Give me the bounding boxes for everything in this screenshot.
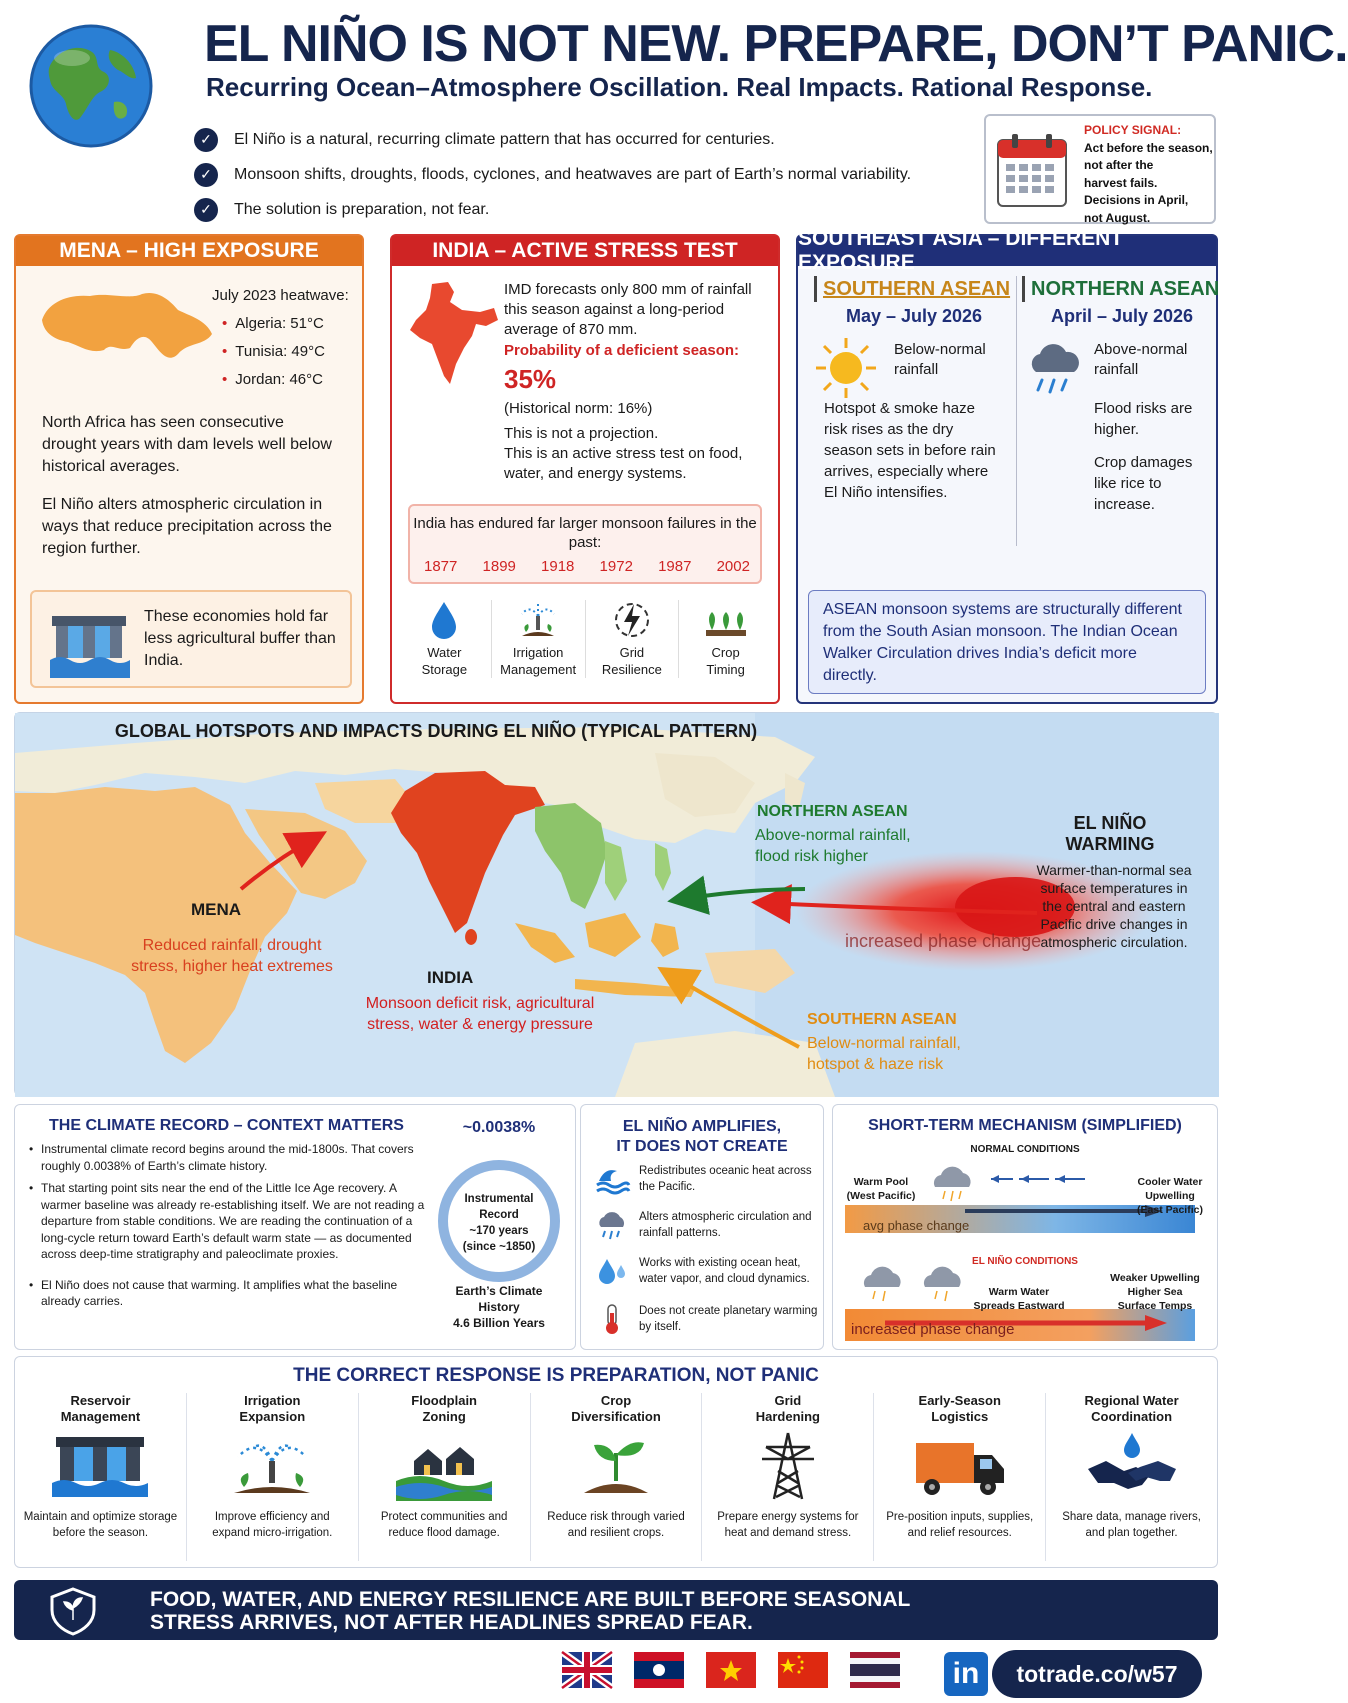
heatwave-item: • Tunisia: 49°C [222, 343, 325, 360]
heatwave-list [212, 282, 349, 394]
seedlings-icon [704, 600, 748, 640]
response-desc: Pre-position inputs, supplies, and relief resources. [886, 1511, 1034, 1539]
response-heading [531, 1393, 702, 1427]
climate-record-item: • El Niño does not cause that warming. It amplifies what the baseline already carries. [27, 1277, 437, 1310]
deficient-probability-label: Probability of a deficient season: [504, 342, 740, 359]
mech-line: Cooler Water [1137, 1176, 1203, 1188]
map-text-south-asean: Below-normal rainfall, hotspot & haze risk [807, 1035, 961, 1073]
response-desc: Prepare energy systems for heat and demand stress. [717, 1511, 859, 1539]
heading-line: Hardening [755, 1409, 821, 1424]
heading-line: Coordination [1091, 1409, 1173, 1424]
heatwave-item: • Algeria: 51°C [222, 315, 324, 332]
normal-conditions-label: NORMAL CONDITIONS [970, 1144, 1080, 1155]
amplifies-text: Works with existing ocean heat, water vapor, and cloud dynamics. [639, 1257, 810, 1285]
failure-year: 1987 [658, 558, 692, 575]
linkedin-icon[interactable]: in [944, 1652, 988, 1696]
mena-header: MENA – HIGH EXPOSURE [16, 236, 362, 266]
response-desc: Share data, manage rivers, and plan together. [1062, 1511, 1201, 1539]
amplifies-item [595, 1163, 821, 1195]
map-phase-label: increased phase change [845, 931, 1042, 951]
monsoon-failures-title: India has endured far larger monsoon failures in the past: [413, 515, 757, 551]
failure-year: 1972 [599, 558, 633, 575]
map-label-south-asean: SOUTHERN ASEAN [807, 1011, 957, 1028]
page-subtitle: Recurring Ocean–Atmosphere Oscillation. Real Impacts. Rational Response. [206, 72, 1153, 102]
heading-line: Logistics [931, 1409, 989, 1424]
amplifies-title-line: EL NIÑO AMPLIFIES, [622, 1118, 782, 1135]
mena-panel [14, 234, 364, 704]
amplifies-text: Does not create planetary warming by itself. [639, 1305, 818, 1333]
response-desc: Reduce risk through varied and resilient crops. [547, 1511, 685, 1539]
response-heading [359, 1393, 530, 1427]
action-label: Management [500, 662, 577, 677]
amplifies-title-line: IT DOES NOT CREATE [616, 1138, 788, 1155]
heading-line: Regional Water [1084, 1393, 1179, 1408]
action-label: Resilience [601, 662, 662, 677]
map-label-mena: MENA [191, 900, 242, 919]
power-tower-icon [740, 1431, 836, 1501]
action-label: Crop [711, 645, 740, 660]
policy-line: Decisions in April, [1084, 193, 1189, 207]
response-desc: Maintain and optimize storage before the season. [23, 1511, 178, 1539]
donut-line: (since ~1850) [462, 1241, 536, 1253]
mech-line: Higher Sea [1127, 1286, 1183, 1298]
amplifies-item [595, 1209, 821, 1241]
active-stress-text: This is an active stress test on food, water, and energy systems. [504, 445, 743, 482]
northern-asean-title: NORTHERN ASEAN [1022, 276, 1222, 302]
cloud-rain-icon [595, 1209, 629, 1241]
handshake-icon [1084, 1431, 1180, 1501]
heading-line: Zoning [422, 1409, 466, 1424]
mech-line: (West Pacific) [846, 1190, 916, 1202]
northern-crop-text: Crop damages like rice to increase. [1094, 454, 1193, 513]
sea-header: SOUTHEAST ASIA – DIFFERENT EXPOSURE [798, 236, 1216, 266]
china-flag-icon[interactable] [778, 1652, 828, 1688]
key-point-text: The solution is preparation, not fear. [234, 200, 490, 218]
weaker-upwelling-label [1095, 1271, 1215, 1313]
india-actions [398, 600, 772, 678]
stress-test-text [504, 424, 764, 484]
southern-rainfall-label [894, 340, 986, 380]
policy-line: not August. [1084, 210, 1151, 225]
shield-icon [46, 1586, 100, 1636]
avg-phase-label: avg phase change [863, 1218, 970, 1233]
dam-icon [50, 608, 128, 678]
action-label: Grid [619, 645, 645, 660]
response-desc: Improve efficiency and expand micro-irrigation. [212, 1511, 333, 1539]
not-projection-text: This is not a projection. [504, 425, 659, 442]
key-point [194, 157, 911, 192]
heatwave-item: • Jordan: 46°C [222, 371, 323, 388]
floodplain-houses-icon [396, 1431, 492, 1501]
thailand-flag-icon[interactable] [850, 1652, 900, 1688]
history-line: History [478, 1300, 520, 1314]
mech-line: Warm Pool [853, 1176, 909, 1188]
heatwave-value: Jordan: 46°C [235, 371, 323, 388]
imd-forecast-text: IMD forecasts only 800 mm of rainfall this season against a long-period average of 870 mm. [504, 281, 752, 338]
mena-buffer-text: These economies hold far less agricultural buffer than India. [144, 608, 336, 669]
action-water-storage [398, 600, 491, 678]
amplifies-text: Redistributes oceanic heat across the Pacific. [639, 1165, 812, 1193]
amplifies-item [595, 1303, 821, 1335]
elnino-conditions-label: EL NIÑO CONDITIONS [972, 1256, 1078, 1267]
response-water-coordination [1045, 1393, 1217, 1561]
sea-panel [796, 227, 1220, 704]
response-heading [874, 1393, 1045, 1427]
heading-line: Grid [774, 1393, 802, 1408]
northern-asean-dates: April – July 2026 [1050, 306, 1194, 326]
climate-record-title: THE CLIMATE RECORD – CONTEXT MATTERS [49, 1117, 404, 1134]
mena-text-drought: North Africa has seen consecutive drought years with dam levels well below historical averages. [42, 414, 332, 475]
map-text-mena: Reduced rainfall, drought stress, higher heat extremes [131, 937, 333, 975]
amplifies-title [581, 1117, 823, 1157]
response-columns [15, 1393, 1217, 1561]
wave-icon [595, 1163, 629, 1195]
policy-line: Act before the season, [1084, 140, 1213, 155]
heatwave-value: Algeria: 51°C [235, 315, 324, 332]
deficient-probability-value: 35% [504, 364, 557, 394]
rainfall-line: Below-normal [894, 341, 986, 358]
policy-text [1084, 122, 1213, 227]
mech-line: Surface Temps [1117, 1300, 1193, 1312]
mechanism-title: SHORT-TERM MECHANISM (SIMPLIFIED) [868, 1117, 1182, 1134]
policy-line: harvest fails. [1084, 175, 1158, 190]
closing-banner [14, 1580, 1218, 1640]
action-crop-timing [678, 600, 772, 678]
closing-line: FOOD, WATER, AND ENERGY RESILIENCE ARE BUILT BEFORE SEASONAL [150, 1588, 911, 1611]
heading-line: Irrigation [244, 1393, 301, 1408]
heading-line: Floodplain [411, 1393, 477, 1408]
donut-center-text [433, 1191, 565, 1255]
india-panel [390, 234, 780, 704]
heading-line: Expansion [239, 1409, 306, 1424]
southern-asean-column [814, 276, 1014, 327]
map-text-north-asean: Above-normal rainfall, flood risk higher [755, 827, 911, 865]
monsoon-failures-box [408, 504, 762, 584]
check-icon: ✓ [194, 128, 218, 152]
mech-line: (East Pacific) [1137, 1204, 1203, 1216]
failure-year: 1918 [541, 558, 575, 575]
action-label: Irrigation [512, 645, 564, 660]
page-title: EL NIÑO IS NOT NEW. PREPARE, DON’T PANIC. [204, 15, 1348, 73]
mena-map-icon [38, 280, 218, 370]
heading-line: Early-Season [918, 1393, 1001, 1408]
map-label-india: INDIA [427, 968, 474, 987]
mech-line: Weaker Upwelling [1110, 1272, 1200, 1284]
closing-line: STRESS ARRIVES, NOT AFTER HEADLINES SPREAD FEAR. [150, 1611, 753, 1634]
reservoir-icon [52, 1431, 148, 1501]
history-line: Earth’s Climate [455, 1284, 543, 1298]
key-point-text: El Niño is a natural, recurring climate pattern that has occurred for centuries. [234, 130, 775, 148]
map-text-elnino: Warmer-than-normal sea surface temperatures in the central and eastern Pacific drive changes in atmospheric circulation. [1036, 862, 1192, 950]
warm-pool-label [841, 1175, 921, 1203]
southern-asean-dates: May – July 2026 [845, 306, 983, 326]
seedling-icon [568, 1431, 664, 1501]
climate-record-item: • Instrumental climate record begins around the mid-1800s. That covers roughly 0.0038% of Earth’s climate history. [27, 1141, 437, 1174]
india-header: INDIA – ACTIVE STRESS TEST [392, 236, 778, 266]
southern-asean-text: Hotspot & smoke haze risk rises as the dry season sets in before rain arrives, especially where El Niño intensifies. [824, 400, 996, 501]
donut-line: ~170 years [469, 1225, 529, 1237]
sea-divider [1016, 276, 1017, 546]
policy-line: not after the [1084, 158, 1154, 172]
failure-year: 2002 [716, 558, 750, 575]
key-point [194, 122, 911, 157]
mech-line: Warm Water [988, 1286, 1050, 1298]
historical-norm: (Historical norm: 16%) [504, 400, 653, 417]
policy-signal-box [984, 114, 1216, 224]
donut-line: Record [479, 1209, 519, 1221]
key-points [194, 122, 911, 227]
map-label-north-asean: NORTHERN ASEAN [757, 803, 908, 820]
mech-line: Spreads Eastward [973, 1300, 1065, 1312]
vapor-icon [595, 1255, 629, 1287]
sprinkler-icon [516, 600, 560, 640]
mechanism-panel [832, 1104, 1218, 1350]
uk-flag-icon[interactable] [562, 1652, 612, 1688]
hotspot-map [14, 712, 1218, 1096]
response-logistics [873, 1393, 1045, 1561]
donut-line: Instrumental [464, 1193, 534, 1205]
response-heading [702, 1393, 873, 1427]
response-panel [14, 1356, 1218, 1568]
failure-year: 1877 [424, 558, 458, 575]
asean-monsoon-note: ASEAN monsoon systems are structurally different from the South Asian monsoon. The Indian Ocean Walker Circulation drives India’s deficit more directly. [808, 590, 1206, 694]
response-grid [701, 1393, 873, 1561]
check-icon: ✓ [194, 198, 218, 222]
rainfall-line: rainfall [1094, 361, 1139, 378]
india-map-icon [402, 280, 502, 390]
check-icon: ✓ [194, 163, 218, 187]
heading-line: Diversification [571, 1409, 661, 1424]
thermometer-icon [595, 1303, 629, 1335]
irrigation-icon [224, 1431, 320, 1501]
map-text-india: Monsoon deficit risk, agricultural stress, water & energy pressure [365, 995, 595, 1033]
heading-line: Reservoir [70, 1393, 131, 1408]
heatwave-title: July 2023 heatwave: [212, 287, 349, 304]
map-title: GLOBAL HOTSPOTS AND IMPACTS DURING EL NIÑO (TYPICAL PATTERN) [114, 721, 758, 741]
response-heading [1046, 1393, 1217, 1427]
laos-flag-icon[interactable] [634, 1652, 684, 1688]
amplifies-item [595, 1255, 821, 1287]
record-percentage: ~0.0038% [462, 1119, 536, 1136]
lightning-icon [610, 600, 654, 640]
action-irrigation [491, 600, 585, 678]
rain-cloud-icon [1022, 336, 1086, 400]
response-irrigation [186, 1393, 358, 1561]
mena-text-circulation: El Niño alters atmospheric circulation in ways that reduce precipitation across the region further. [42, 496, 332, 557]
climate-record-item: • That starting point sits near the end of the Little Ice Age recovery. A warmer baseline was already re-establishing itself. We are not reading a departure from stable conditions. We are reading the continuation of a long-cycle return toward Earth’s default warm state — as documented across deep-time stratigraphy and paleoclimate proxies. [27, 1180, 437, 1263]
failure-years [424, 558, 750, 575]
mena-buffer-box [30, 590, 352, 688]
failure-year: 1899 [482, 558, 516, 575]
northern-rainfall-label [1094, 340, 1187, 380]
water-drop-icon [422, 600, 466, 640]
earth-history-text [433, 1283, 565, 1331]
northern-asean-column [1022, 276, 1222, 327]
warm-spreads-label [969, 1285, 1069, 1313]
amplifies-panel [580, 1104, 824, 1350]
response-title: THE CORRECT RESPONSE IS PREPARATION, NOT PANIC [293, 1365, 819, 1386]
response-heading [187, 1393, 358, 1427]
climate-record-panel [14, 1104, 576, 1350]
globe-icon [22, 22, 160, 150]
southern-asean-title: SOUTHERN ASEAN [814, 276, 1014, 302]
closing-message [150, 1588, 910, 1634]
action-label: Timing [706, 662, 745, 677]
elnino-name-line: WARMING [1065, 834, 1155, 854]
response-reservoir [15, 1393, 186, 1561]
climate-record-list [27, 1141, 437, 1316]
key-point-text: Monsoon shifts, droughts, floods, cyclones, and heatwaves are part of Earth’s normal variability. [234, 165, 912, 183]
rainfall-line: Above-normal [1094, 341, 1188, 358]
vietnam-flag-icon[interactable] [706, 1652, 756, 1688]
action-label: Storage [421, 662, 468, 677]
history-line: 4.6 Billion Years [453, 1316, 545, 1330]
key-point [194, 192, 911, 227]
cooler-water-label [1125, 1175, 1215, 1217]
sun-icon [814, 336, 878, 400]
policy-heading: POLICY SIGNAL: [1084, 123, 1182, 137]
response-heading [15, 1393, 186, 1427]
response-crop [530, 1393, 702, 1561]
action-grid [585, 600, 679, 678]
action-label: Water [427, 645, 462, 660]
heading-line: Crop [600, 1393, 632, 1408]
mech-line: Upwelling [1145, 1190, 1195, 1202]
response-desc: Protect communities and reduce flood damage. [380, 1511, 508, 1539]
language-flags [562, 1652, 922, 1688]
amplifies-text: Alters atmospheric circulation and rainfall patterns. [639, 1211, 812, 1239]
website-link[interactable]: totrade.co/w57 [992, 1650, 1202, 1698]
truck-icon [912, 1431, 1008, 1501]
rainfall-line: rainfall [894, 361, 939, 378]
heading-line: Management [60, 1409, 141, 1424]
increased-phase-label: increased phase change [851, 1321, 1015, 1338]
northern-flood-text: Flood risks are higher. [1094, 400, 1193, 438]
heatwave-value: Tunisia: 49°C [235, 343, 325, 360]
calendar-icon [996, 132, 1068, 208]
elnino-name-line: EL NIÑO [1073, 813, 1147, 833]
response-floodplain [358, 1393, 530, 1561]
map-label-elnino [1025, 813, 1195, 855]
